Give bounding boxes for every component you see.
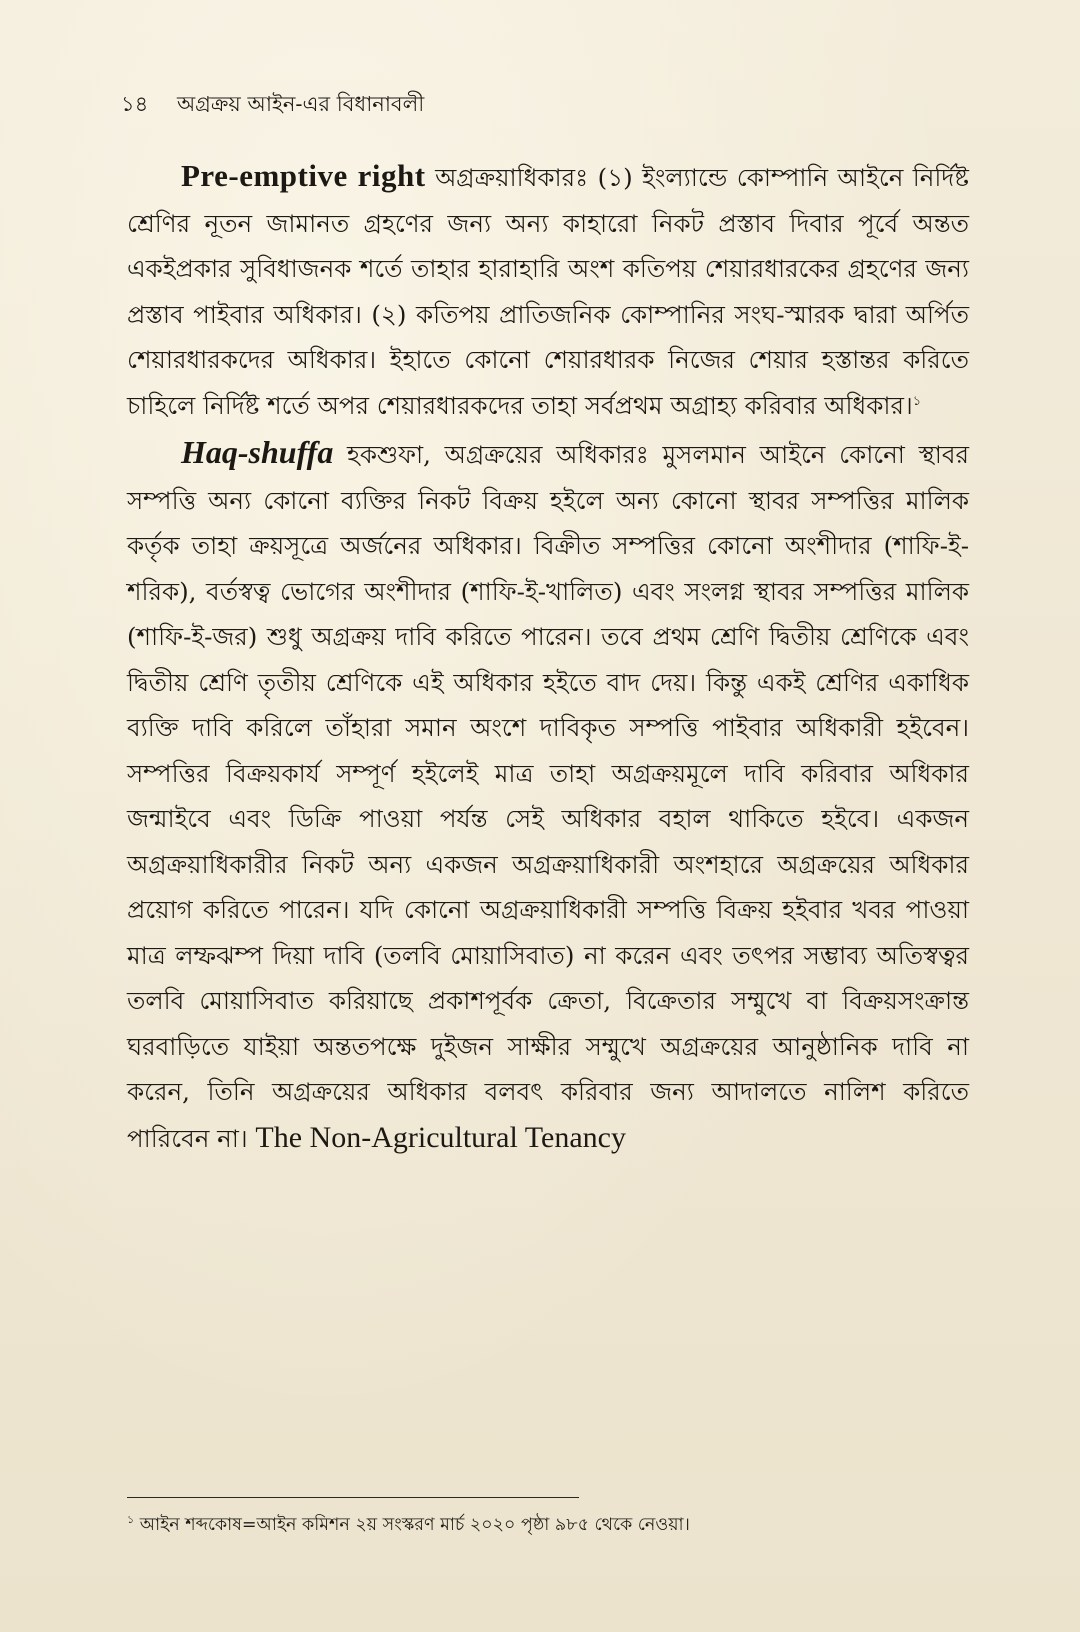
entry-definition: হকশুফা, অগ্রক্রয়ের অধিকারঃ মুসলমান আইনে কোনো স্থাবর সম্পত্তি অন্য কোনো ব্যক্তির নিকট বিক্রয় হইলে অন্য কোনো স্থাবর সম্পত্তির মালিক কর্তৃক তাহা ক্রয়সূত্রে অর্জনের অধিকার। বিক্রীত সম্পত্তির কোনো অংশীদার (শাফি-ই-শরিক), বর্তস্বত্ব ভোগের অংশীদার (শাফি-ই-খালিত) এবং সংলগ্ন স্থাবর সম্পত্তির মালিক (শাফি-ই-জর) শুধু অগ্রক্রয় দাবি করিতে পারেন। তবে প্রথম শ্রেণি দ্বিতীয় শ্রেণিকে এবং দ্বিতীয় শ্রেণি তৃতীয় শ্রেণিকে এই অধিকার হইতে বাদ দেয়। কিন্তু একই শ্রেণির একাধিক ব্যক্তি দাবি করিলে তাঁহারা সমান অংশে দাবিকৃত সম্পত্তি পাইবার অধিকারী হইবেন। সম্পত্তির বিক্রয়কার্য সম্পূর্ণ হইলেই মাত্র তাহা অগ্রক্রয়মূলে দাবি করিবার অধিকার জন্মাইবে এবং ডিক্রি পাওয়া পর্যন্ত সেই অধিকার বহাল থাকিতে হইবে। একজন অগ্রক্রয়াধিকারীর নিকট অন্য একজন অগ্রক্রয়াধিকারী অংশহারে অগ্রক্রয়ের অধিকার প্রয়োগ করিতে পারেন। যদি কোনো অগ্রক্রয়াধিকারী সম্পত্তি বিক্রয় হইবার খবর পাওয়া মাত্র লম্ফঝম্প দিয়া দাবি (তলবি মোয়াসিবাত) না করেন এবং তৎপর সম্ভাব্য অতিস্বত্বর তলবি মোয়াসিবাত করিয়াছে প্রকাশপূর্বক ক্রেতা, বিক্রেতার সম্মুখে বা বিক্রয়সংক্রান্ত ঘরবাড়িতে যাইয়া অন্ততপক্ষে দুইজন সাক্ষীর সম্মুখে অগ্রক্রয়ের আনুষ্ঠানিক দাবি না করেন, তিনি অগ্রক্রয়ের অধিকার বলবৎ করিবার জন্য আদালতে নালিশ করিতে পারিবেন না। xyxy=(127,440,969,1153)
entry-definition: অগ্রক্রয়াধিকারঃ (১) ইংল্যান্ডে কোম্পানি আইনে নির্দিষ্ট শ্রেণির নূতন জামানত গ্রহণের জন্য অন্য কাহারো নিকট প্রস্তাব দিবার পূর্বে অন্তত একইপ্রকার সুবিধাজনক শর্তে তাহার হারাহারি অংশ কতিপয় শেয়ারধারকের গ্রহণের জন্য প্রস্তাব পাইবার অধিকার। (২) কতিপয় প্রাতিজনিক কোম্পানির সংঘ-স্মারক দ্বারা অর্পিত শেয়ারধারকদের অধিকার। ইহাতে কোনো শেয়ারধারক নিজের শেয়ার হস্তান্তর করিতে চাহিলে নির্দিষ্ট শর্তে অপর শেয়ারধারকদের তাহা সর্বপ্রথম অগ্রাহ্য করিবার অধিকার। xyxy=(127,163,969,420)
footnote-divider xyxy=(127,1497,579,1498)
running-title: অগ্রক্রয় আইন-এর বিধানাবলী xyxy=(176,92,425,116)
entry-term: Pre-emptive right xyxy=(181,158,426,193)
entry-pre-emptive-right xyxy=(127,153,969,428)
page-number: ১৪ xyxy=(121,92,149,116)
running-header xyxy=(121,88,424,123)
footnote-marker: ১ xyxy=(127,1513,135,1527)
continued-latin-text: The Non-Agricultural Tenancy xyxy=(255,1120,626,1154)
footnote xyxy=(127,1512,690,1541)
entry-term: Haq-shuffa xyxy=(181,434,334,470)
footnote-reference: ১ xyxy=(912,393,922,409)
entry-haq-shuffa xyxy=(127,430,969,1161)
footnote-text: আইন শব্দকোষ=আইন কমিশন ২য় সংস্করণ মার্চ ২০২০ পৃষ্ঠা ৯৮৫ থেকে নেওয়া। xyxy=(134,1515,690,1535)
body-text xyxy=(127,153,969,1161)
